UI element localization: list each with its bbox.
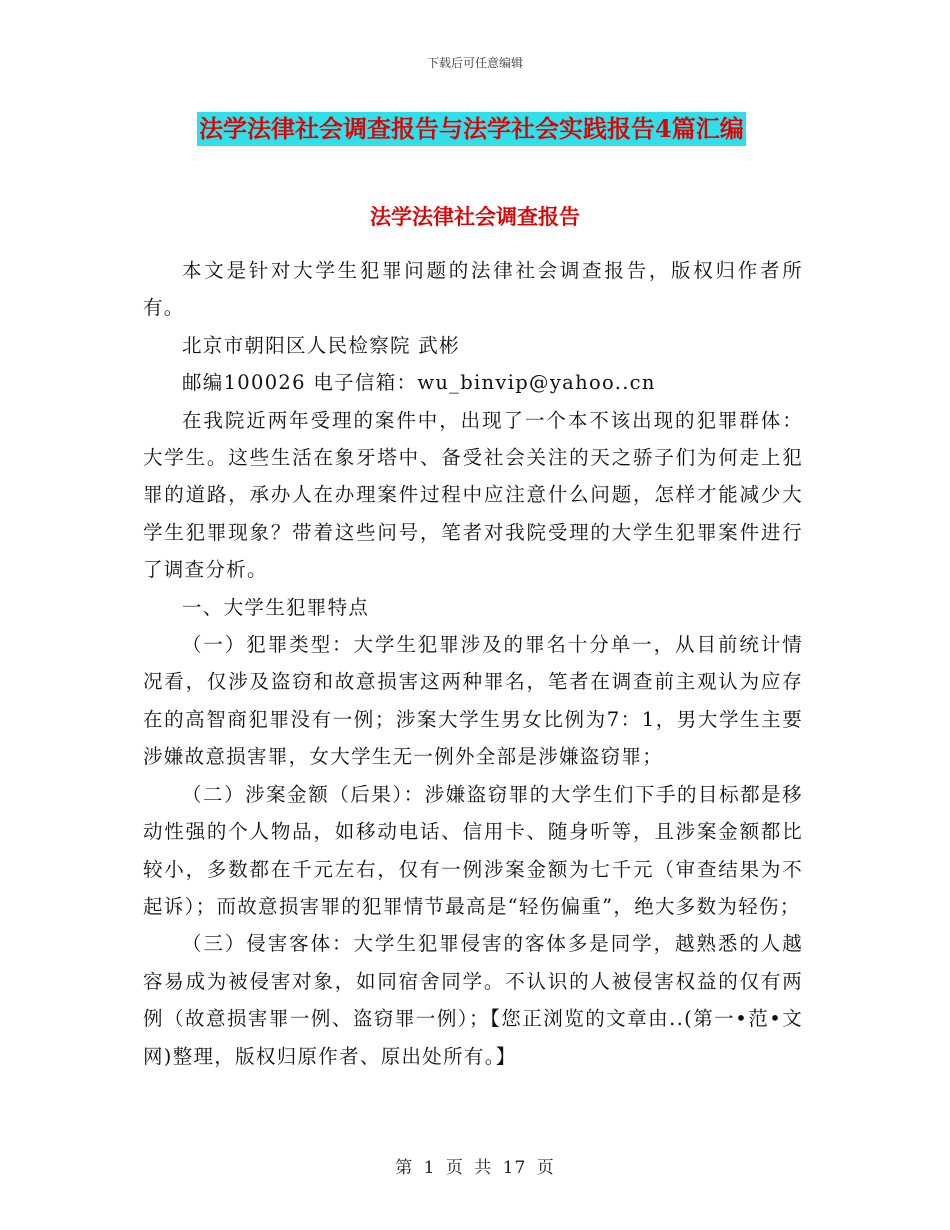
paragraph: 在我院近两年受理的案件中，出现了一个本不该出现的犯罪群体：大学生。这些生活在象牙塔中、备受社会关注的天之骄子们为何走上犯罪的道路，承办人在办理案件过程中应注意什么问题，怎样才能减少大学生犯罪现象？带着这些问号，笔者对我院受理的大学生犯罪案件进行了调查分析。 bbox=[143, 408, 803, 582]
body-text bbox=[143, 252, 803, 1075]
document-title: 法学法律社会调查报告与法学社会实践报告4篇汇编 bbox=[197, 112, 746, 146]
paragraph: 北京市朝阳区人民检察院 武彬 bbox=[182, 333, 460, 357]
paragraph: 本文是针对大学生犯罪问题的法律社会调查报告，版权归作者所有。 bbox=[143, 259, 803, 320]
paragraph: （一）犯罪类型：大学生犯罪涉及的罪名十分单一，从目前统计情况看，仅涉及盗窃和故意损害这两种罪名，笔者在调查前主观认为应存在的高智商犯罪没有一例；涉案大学生男女比例为7：1，男大学生主要涉嫌故意损害罪，女大学生无一例外全部是涉嫌盗窃罪； bbox=[143, 633, 803, 769]
page-number: 第 1 页 共 17 页 bbox=[395, 1158, 555, 1178]
paragraph: （三）侵害客体：大学生犯罪侵害的客体多是同学，越熟悉的人越容易成为被侵害对象，如同宿舍同学。不认识的人被侵害权益的仅有两例（故意损害罪一例、盗窃罪一例）；【您正浏览的文章由..(第一•范•文网)整理，版权归原作者、原出处所有。】 bbox=[143, 932, 803, 1068]
section-title: 法学法律社会调查报告 bbox=[370, 204, 580, 229]
paragraph: 邮编100026 电子信箱：wu_binvip@yahoo..cn bbox=[182, 371, 656, 395]
paragraph: （二）涉案金额（后果）：涉嫌盗窃罪的大学生们下手的目标都是移动性强的个人物品，如移动电话、信用卡、随身听等，且涉案金额都比较小，多数都在千元左右，仅有一例涉案金额为七千元（审查结果为不起诉）；而故意损害罪的犯罪情节最高是“轻伤偏重”，绝大多数为轻伤； bbox=[143, 782, 803, 918]
header-note: 下载后可任意编辑 bbox=[426, 56, 523, 70]
paragraph: 一、大学生犯罪特点 bbox=[182, 595, 370, 619]
